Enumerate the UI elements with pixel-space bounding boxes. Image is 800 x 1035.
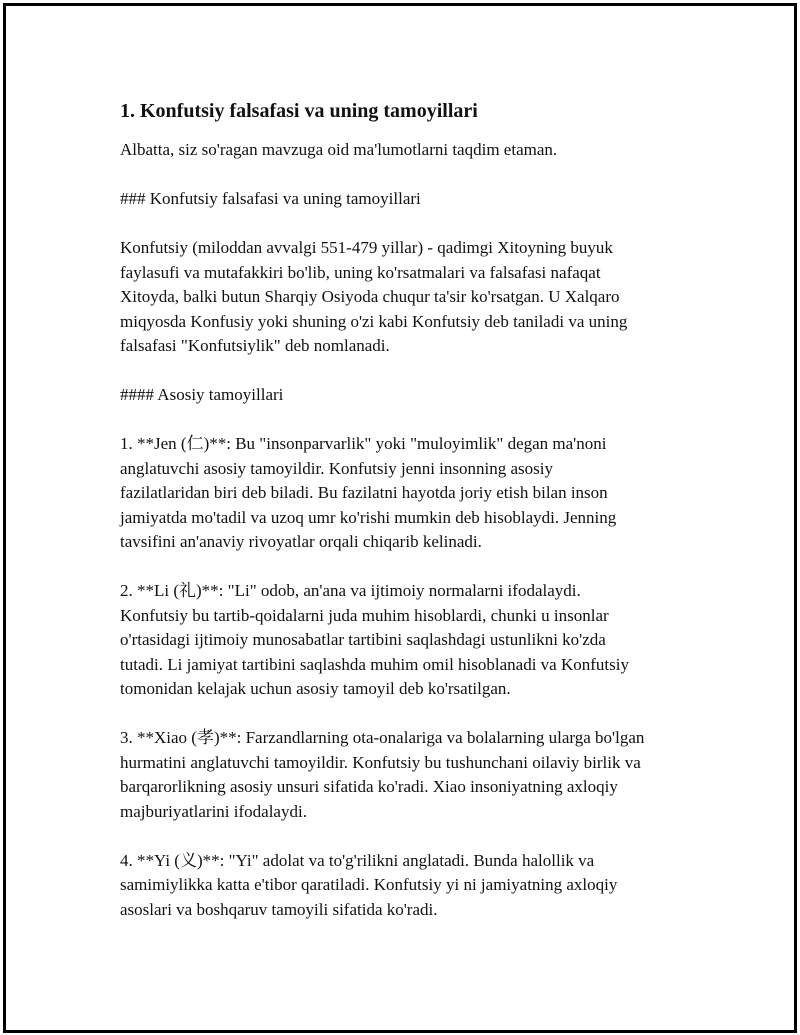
intro-paragraph: Albatta, siz so'ragan mavzuga oid ma'lumotlarni taqdim etaman. xyxy=(120,140,558,159)
document-body xyxy=(120,96,720,922)
text-line: falsafasi "Konfutsiylik" deb nomlanadi. xyxy=(120,336,390,355)
text-line: 4. **Yi (义)**: "Yi" adolat va to'g'rilikni anglatadi. Bunda halollik va xyxy=(120,850,595,870)
text-line: anglatuvchi asosiy tamoyildir. Konfutsiy jenni insonning asosiy xyxy=(120,458,553,478)
text-line: samimiylikka katta e'tibor qaratiladi. Konfutsiy yi ni jamiyatning axloqiy xyxy=(120,875,618,894)
overview-paragraph xyxy=(120,236,720,359)
text-line: hurmatini anglatuvchi tamoyildir. Konfutsiy bu tushunchani oilaviy birlik va xyxy=(120,752,641,772)
text-line: tutadi. Li jamiyat tartibini saqlashda muhim omil hisoblanadi va Konfutsiy xyxy=(120,654,629,674)
principle-jen-paragraph xyxy=(120,432,720,555)
principle-yi-paragraph xyxy=(120,849,720,923)
text-line: jamiyatda mo'tadil va uzoq umr ko'rishi mumkin deb hisoblaydi. Jenning xyxy=(120,507,617,527)
page-frame xyxy=(3,3,797,1033)
text-line: tavsifini an'anaviy rivoyatlar orqali chiqarib kelinadi. xyxy=(120,532,482,551)
text-line: majburiyatlarini ifodalaydi. xyxy=(120,801,307,821)
text-line: Konfutsiy bu tartib-qoidalarni juda muhim hisoblardi, chunki u insonlar xyxy=(120,605,609,625)
text-line: Konfutsiy (miloddan avvalgi 551-479 yillar) - qadimgi Xitoyning buyuk xyxy=(120,238,613,257)
text-line: Xitoyda, balki butun Sharqiy Osiyoda chuqur ta'sir ko'rsatgan. U Xalqaro xyxy=(120,287,620,306)
text-line: 2. **Li (礼)**: "Li" odob, an'ana va ijtimoiy normalarni ifodalaydi. xyxy=(120,581,581,600)
document-title: 1. Konfutsiy falsafasi va uning tamoyillari xyxy=(120,100,478,122)
text-line: fazilatlaridan biri deb biladi. Bu fazilatni hayotda joriy etish bilan inson xyxy=(120,483,608,502)
section-heading: ### Konfutsiy falsafasi va uning tamoyillari xyxy=(120,189,421,208)
principle-xiao-paragraph xyxy=(120,726,720,824)
text-line: o'rtasidagi ijtimoiy munosabatlar tartibini saqlashdagi ustunlikni ko'zda xyxy=(120,630,606,649)
subsection-heading: #### Asosiy tamoyillari xyxy=(120,385,284,404)
text-line: faylasufi va mutafakkiri bo'lib, uning ko'rsatmalari va falsafasi nafaqat xyxy=(120,262,601,282)
text-line: miqyosda Konfusiy yoki shuning o'zi kabi Konfutsiy deb taniladi va uning xyxy=(120,311,628,331)
text-line: 1. **Jen (仁)**: Bu "insonparvarlik" yoki "muloyimlik" degan ma'noni xyxy=(120,434,607,453)
text-line: 3. **Xiao (孝)**: Farzandlarning ota-onalariga va bolalarning ularga bo'lgan xyxy=(120,728,645,747)
principle-li-paragraph xyxy=(120,579,720,702)
text-line: asoslari va boshqaruv tamoyili sifatida ko'radi. xyxy=(120,899,438,919)
text-line: tomonidan kelajak uchun asosiy tamoyil deb ko'rsatilgan. xyxy=(120,679,511,698)
text-line: barqarorlikning asosiy unsuri sifatida ko'radi. Xiao insoniyatning axloqiy xyxy=(120,777,618,796)
